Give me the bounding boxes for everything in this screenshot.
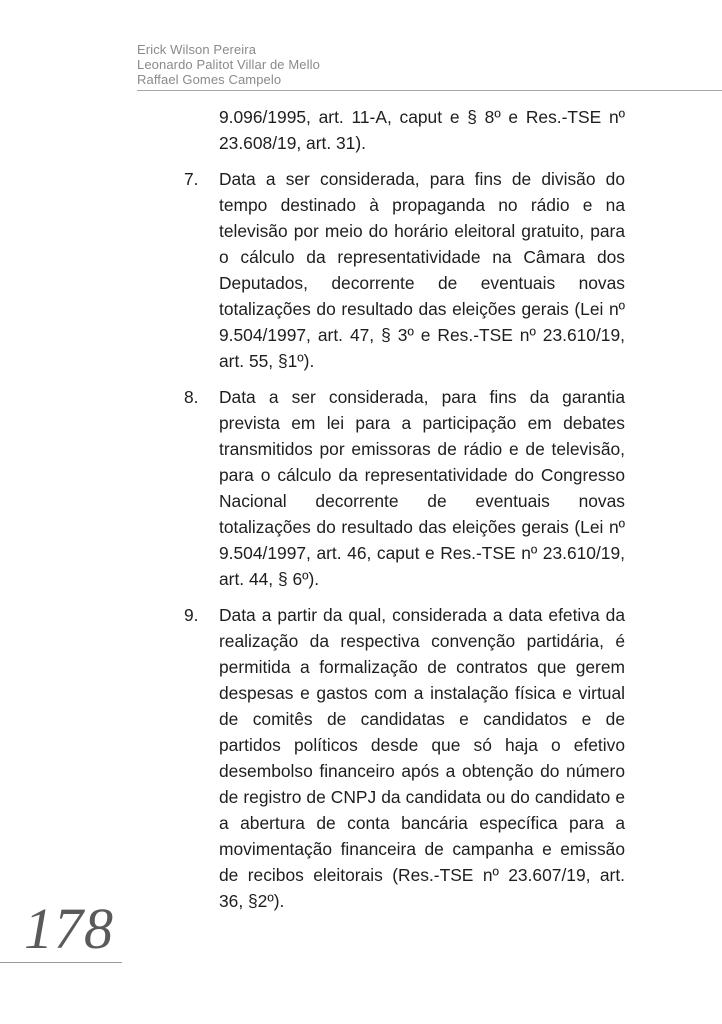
- body-text: [170, 104, 625, 914]
- list-item: [170, 166, 625, 374]
- continuation-paragraph: 9.096/1995, art. 11-A, caput e § 8º e Res.-TSE nº 23.608/19, art. 31).: [219, 107, 625, 153]
- list-item-text: Data a ser considerada, para fins de divisão do tempo destinado à propaganda no rádio e na televisão por meio do horário eleitoral gratuito, para o cálculo da representatividade na Câmara dos Deputados, decorrente de eventuais novas totalizações do resultado das eleições gerais (Lei nº 9.504/1997, art. 47, § 3º e Res.-TSE nº 23.610/19, art. 55, §1º).: [219, 169, 625, 371]
- author-name: Erick Wilson Pereira: [137, 42, 257, 57]
- list-item: [170, 602, 625, 914]
- running-header-authors: [137, 42, 320, 87]
- author-name: Raffael Gomes Campelo: [137, 72, 282, 87]
- list-item: [170, 384, 625, 592]
- header-divider: [137, 90, 722, 91]
- page-number: 178: [24, 896, 114, 961]
- list-item-text: Data a partir da qual, considerada a data efetiva da realização da respectiva convenção partidária, é permitida a formalização de contratos que gerem despesas e gastos com a instalação física e virtual de comitês de candidatas e candidatos e de partidos políticos desde que só haja o efetivo desembolso financeiro após a obtenção do número de registro de CNPJ da candidata ou do candidato e a abertura de conta bancária específica para a movimentação financeira de campanha e emissão de recibos eleitorais (Res.-TSE nº 23.607/19, art. 36, §2º).: [219, 605, 625, 911]
- author-name: Leonardo Palitot Villar de Mello: [137, 57, 320, 72]
- list-item-number: 8.: [184, 387, 199, 407]
- list-item-number: 9.: [184, 605, 199, 625]
- list-item-number: 7.: [184, 169, 199, 189]
- list-item-text: Data a ser considerada, para fins da garantia prevista em lei para a participação em debates transmitidos por emissoras de rádio e de televisão, para o cálculo da representatividade do Congresso Nacional decorrente de eventuais novas totalizações do resultado das eleições gerais (Lei nº 9.504/1997, art. 46, caput e Res.-TSE nº 23.610/19, art. 44, § 6º).: [219, 387, 625, 589]
- footer-divider: [0, 962, 122, 963]
